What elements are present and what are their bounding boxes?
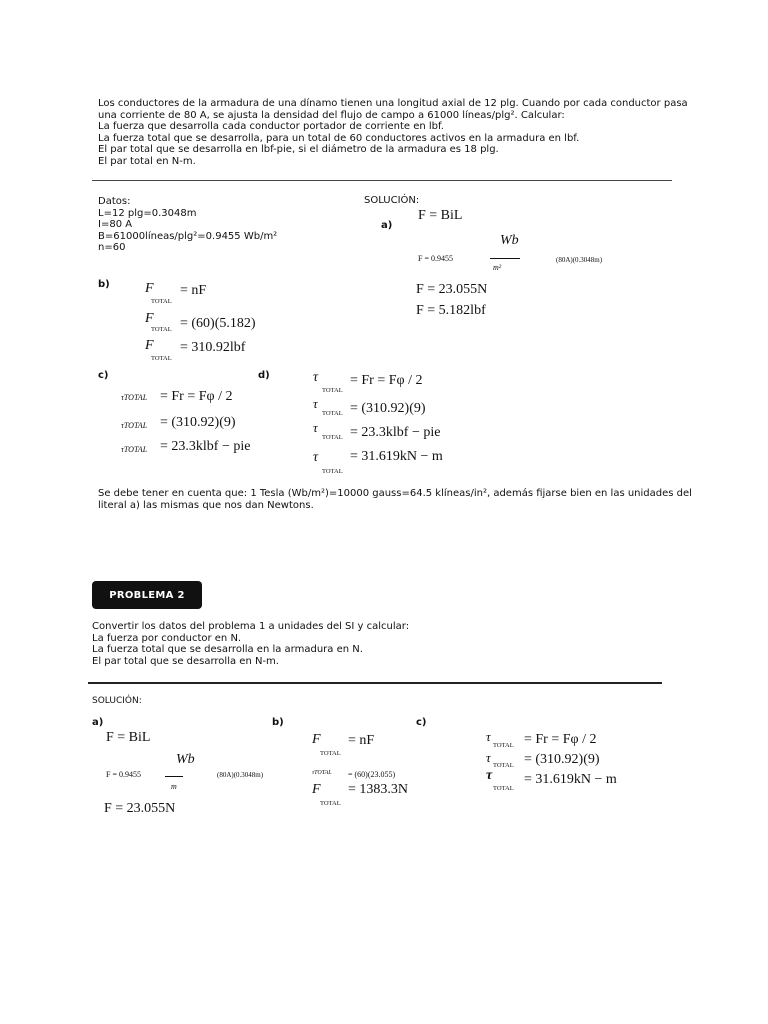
eq-a2-num: Wb: [500, 233, 519, 248]
solucion-label: SOLUCIÓN:: [92, 696, 142, 706]
tau-symbol: τ: [486, 750, 491, 765]
statement-line: Los conductores de la armadura de una dínamo tienen una longitud axial de 12 plg. Cuando por cada conductor pasa: [98, 98, 688, 109]
subscript-total: TOTAL: [322, 468, 343, 475]
note-line: Se debe tener en cuenta que: 1 Tesla (Wb/m²)=10000 gauss=64.5 klíneas/in², además fijarse bien en las unidades del: [98, 488, 692, 499]
eq-a4: F = 5.182lbf: [416, 303, 486, 318]
eq-b2: = (60)(23.055): [348, 770, 396, 779]
eq-a2-den: m: [171, 782, 177, 791]
eq-d2: = (310.92)(9): [350, 401, 426, 416]
eq-a3: F = 23.055N: [416, 282, 488, 297]
eq-c3: = 23.3klbf − pie: [160, 439, 251, 454]
eq-c1: = Fr = Fφ / 2: [160, 389, 233, 404]
eq-a3: F = 23.055N: [104, 801, 176, 816]
statement-line: La fuerza que desarrolla cada conductor portador de corriente en lbf.: [98, 121, 444, 132]
f-symbol: F: [145, 281, 154, 296]
label-d: d): [258, 370, 270, 381]
eq-b1: = nF: [180, 283, 207, 298]
subscript-total: TOTAL: [322, 387, 343, 394]
datos-item: n=60: [98, 242, 126, 253]
statement-line: La fuerza total que se desarrolla en la armadura en N.: [92, 644, 363, 655]
tau-total: τTOTAL: [121, 421, 148, 430]
statement-line: una corriente de 80 A, se ajusta la densidad del flujo de campo a 61000 líneas/plg². Calcular:: [98, 109, 565, 121]
tau-symbol: τ: [313, 370, 319, 385]
label-a: a): [92, 717, 104, 728]
eq-a2-lhs: F = 0.9455: [106, 770, 141, 779]
statement-line: El par total que se desarrolla en lbf-pie, si el diámetro de la armadura es 18 plg.: [98, 144, 499, 155]
datos-block: [98, 196, 277, 254]
divider: [92, 180, 672, 181]
statement-line: Convertir los datos del problema 1 a unidades del SI y calcular:: [92, 621, 410, 632]
note-line: literal a) las mismas que nos dan Newtons.: [98, 499, 314, 511]
problem2-banner: PROBLEMA 2: [92, 581, 202, 609]
problem2-statement: [92, 621, 409, 667]
statement-line: La fuerza total que se desarrolla, para un total de 60 conductores activos en la armadura en lbf.: [98, 132, 580, 144]
eq-b2: = (60)(5.182): [180, 316, 256, 331]
label-c: c): [416, 717, 427, 728]
eq-a2-rhs: (80A)(0.3048m): [217, 771, 264, 779]
tau-total: τTOTAL: [121, 393, 148, 402]
fraction-bar: [165, 776, 183, 777]
eq-d3: = 23.3klbf − pie: [350, 425, 441, 440]
solucion-label: SOLUCIÓN:: [364, 195, 420, 206]
eq-b3: = 310.92lbf: [180, 340, 246, 355]
tau-total-small: τTOTAL: [312, 770, 332, 776]
label-c: c): [98, 370, 109, 381]
tau-total: τTOTAL: [121, 445, 148, 454]
tau-symbol: τ: [313, 420, 318, 435]
eq-b1: = nF: [348, 733, 375, 748]
subscript-total: TOTAL: [320, 750, 341, 757]
label-b: b): [272, 717, 284, 728]
datos-title: Datos:: [98, 196, 131, 207]
subscript-total: TOTAL: [493, 762, 514, 769]
statement-line: El par total en N-m.: [98, 155, 196, 167]
tau-symbol: τ: [486, 729, 491, 744]
divider: [88, 682, 662, 684]
datos-item: B=61000líneas/plg²=0.9455 Wb/m²: [98, 230, 278, 242]
tau-symbol: τ: [313, 396, 318, 411]
subscript-total: TOTAL: [151, 326, 172, 333]
eq-c2: = (310.92)(9): [524, 752, 600, 767]
label-b: b): [98, 279, 110, 290]
eq-c1: = Fr = Fφ / 2: [524, 732, 597, 747]
f-symbol: F: [312, 782, 321, 797]
datos-item: L=12 plg=0.3048m: [98, 207, 197, 219]
subscript-total: TOTAL: [151, 298, 172, 305]
subscript-total: TOTAL: [320, 800, 341, 807]
subscript-total: TOTAL: [322, 434, 343, 441]
eq-c2: = (310.92)(9): [160, 415, 236, 430]
note: [98, 488, 692, 511]
f-symbol: F: [145, 311, 154, 326]
eq-a2-num: Wb: [176, 752, 195, 767]
eq-a2-rhs: (80A)(0.3048m): [556, 256, 603, 264]
problem1-statement: [98, 98, 688, 167]
eq-c3: = 31.619kN − m: [524, 772, 617, 787]
f-symbol: F: [312, 732, 321, 747]
eq-d4: = 31.619kN − m: [350, 449, 443, 464]
eq-d1: = Fr = Fφ / 2: [350, 373, 423, 388]
tau-symbol: τ: [313, 450, 319, 465]
eq-a1: F = BiL: [106, 730, 151, 745]
statement-line: El par total que se desarrolla en N-m.: [92, 655, 279, 667]
subscript-total: TOTAL: [493, 785, 514, 792]
datos-item: I=80 A: [98, 219, 133, 230]
eq-a2-lhs: F = 0.9455: [418, 254, 453, 263]
statement-line: La fuerza por conductor en N.: [92, 632, 242, 644]
eq-b3: = 1383.3N: [348, 782, 409, 797]
f-symbol: F: [145, 338, 154, 353]
subscript-total: TOTAL: [151, 355, 172, 362]
label-a: a): [381, 220, 393, 231]
fraction-bar: [490, 258, 520, 259]
eq-a2-den: m²: [493, 263, 502, 272]
eq-a1: F = BiL: [418, 208, 463, 223]
subscript-total: TOTAL: [493, 742, 514, 749]
subscript-total: TOTAL: [322, 410, 343, 417]
tau-symbol: τ: [486, 768, 493, 783]
